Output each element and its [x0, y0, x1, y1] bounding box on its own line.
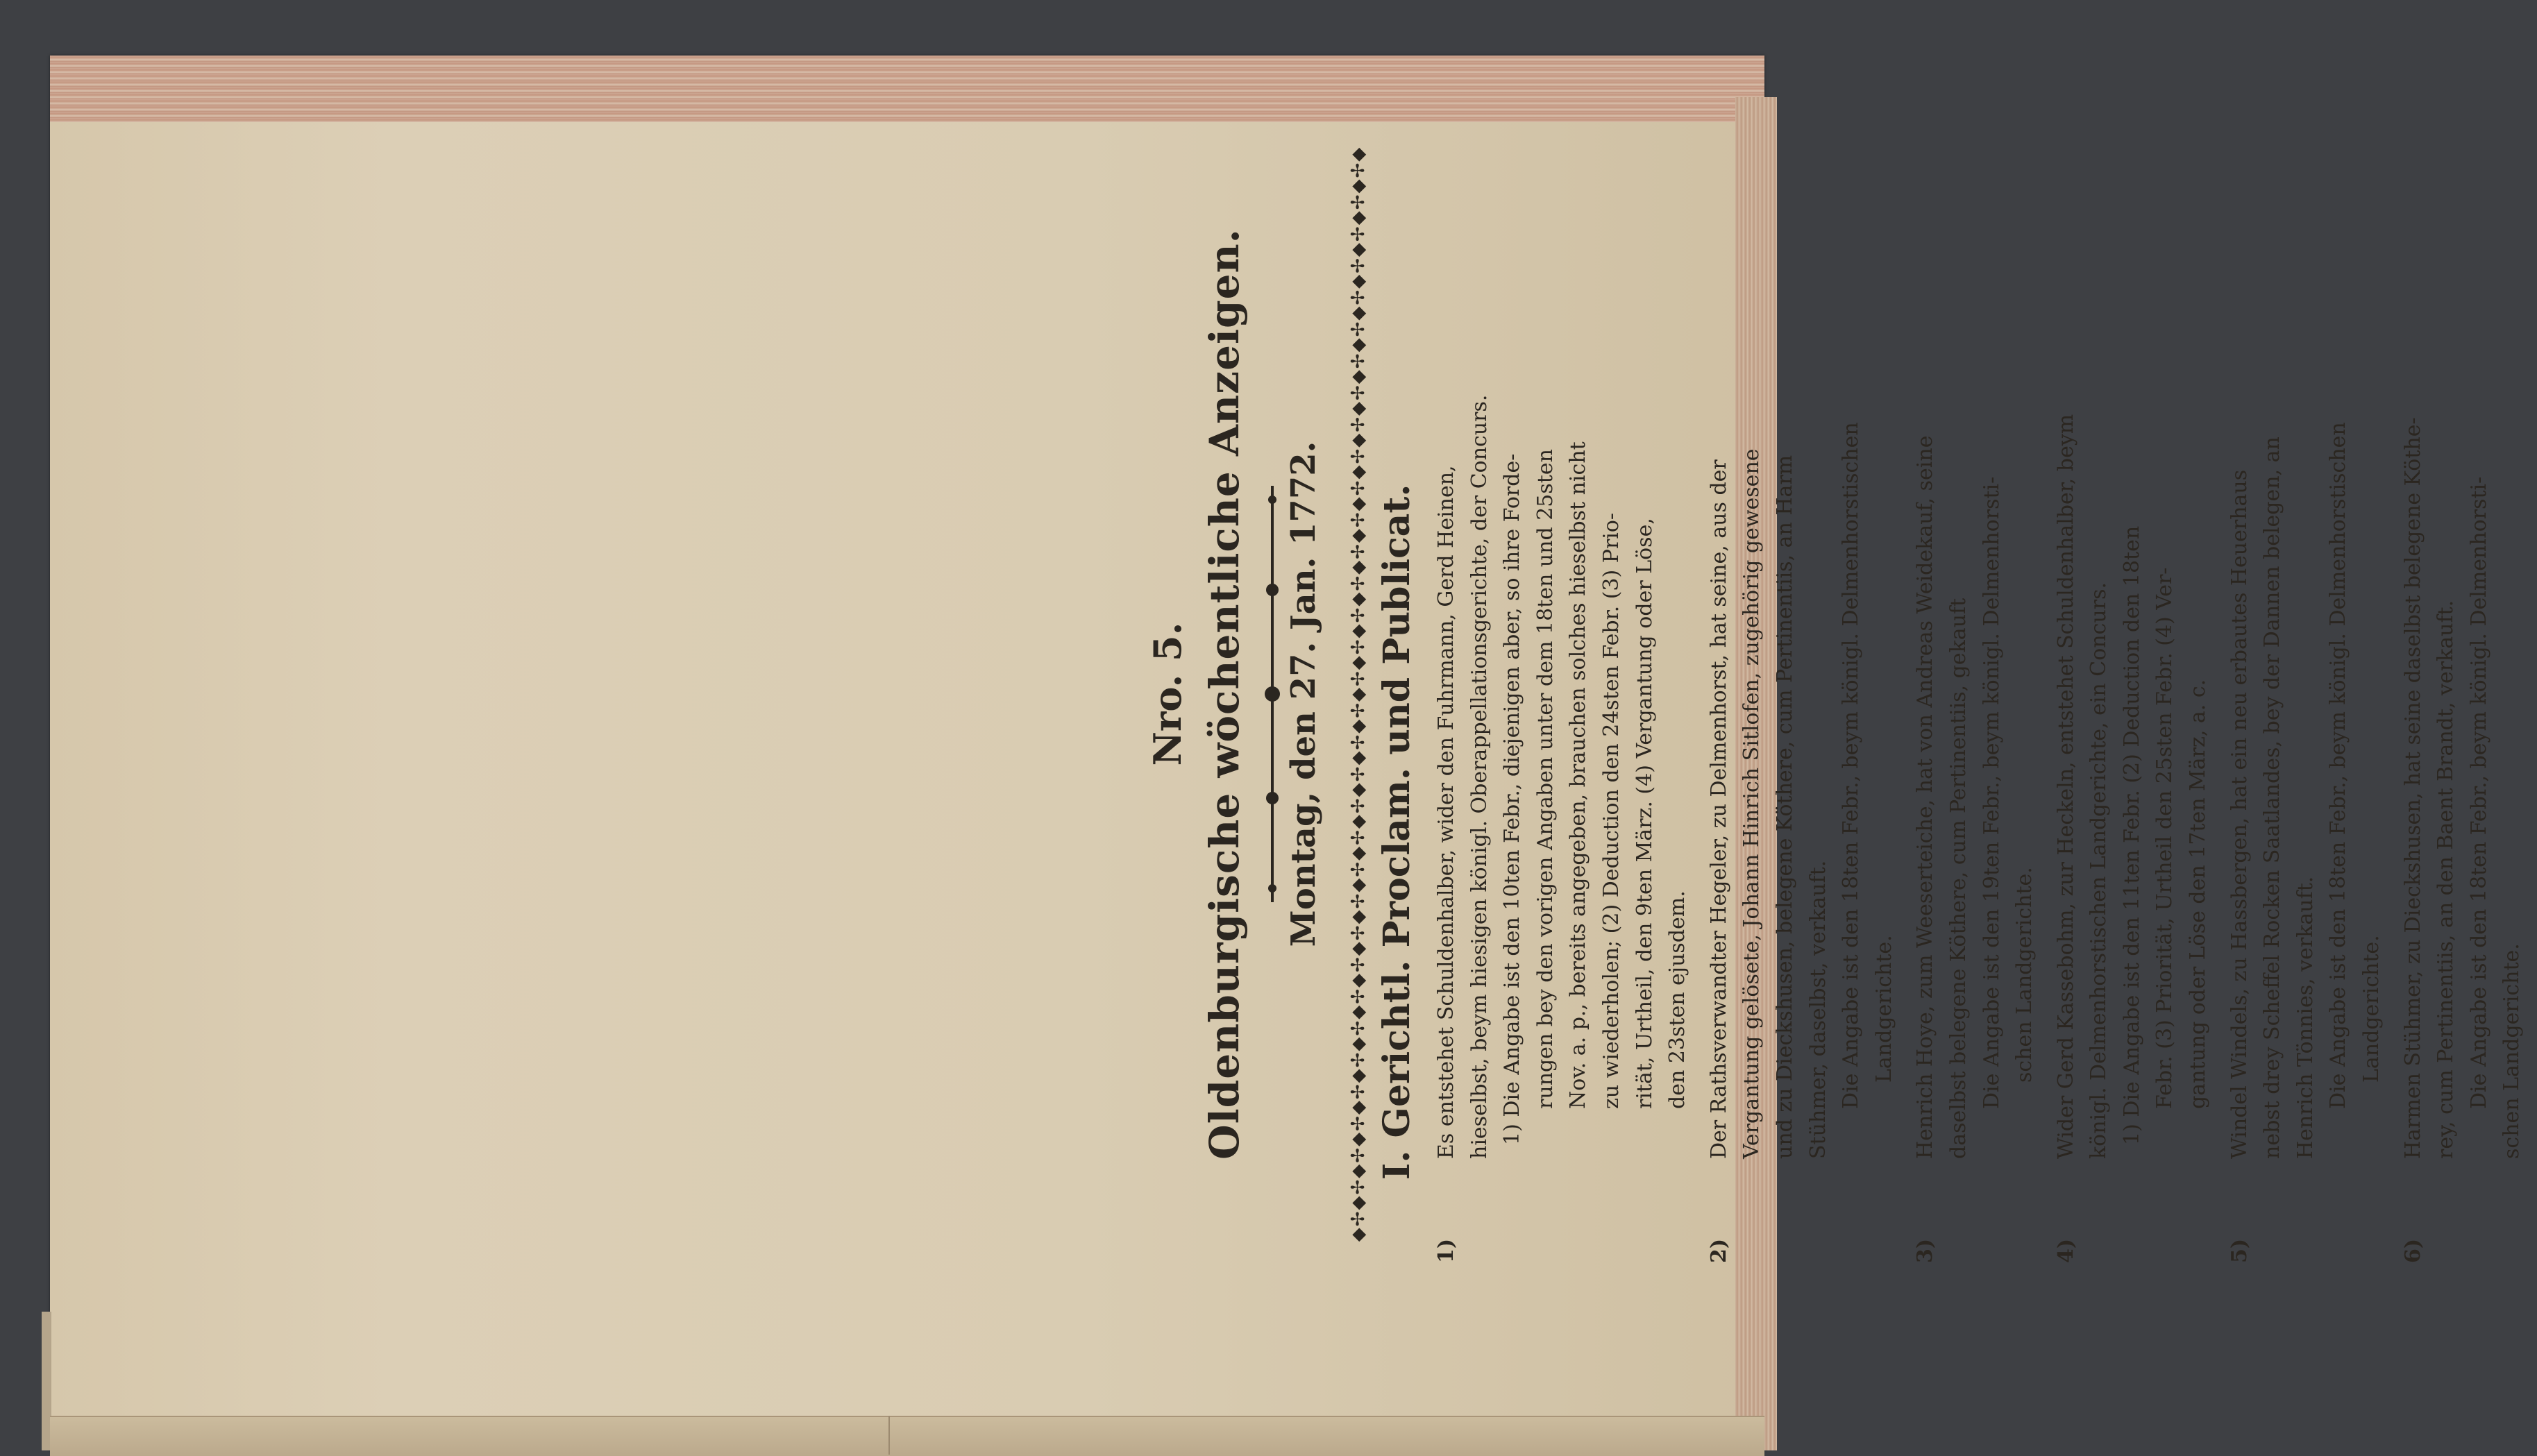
entry-line: Die Angabe ist den 18ten Febr., beym königl. Delmenhorstischen [2326, 422, 2351, 1109]
entries-list [1430, 111, 2537, 1291]
entry-line: Harmen Stühmer, zu Dieckshusen, hat seine daselbst belegene Köthe- [2400, 417, 2425, 1159]
gutter-line [888, 1416, 890, 1455]
entry-number: 6) [2400, 1238, 2425, 1263]
entry-line: schen Landgerichte. [2012, 867, 2037, 1083]
entry-line: Henrich Tönnies, verkauft. [2293, 876, 2318, 1159]
entry-line: Vergantung gelösete, Johann Hinrich Sitlofen, zugehörig gewesene [1739, 448, 1764, 1159]
entry-4 [2050, 111, 2215, 1291]
rotated-text-block [1131, 97, 2525, 1291]
entry-line: Wider Gerd Kassebohm, zur Heckeln, entstehet Schuldenhalber, beym [2053, 414, 2078, 1159]
entry-line: rungen bey den vorigen Angaben unter dem 18ten und 25sten [1533, 449, 1558, 1109]
entry-line: zu wiederholen; (2) Deduction den 24sten Febr. (3) Prio- [1599, 512, 1624, 1109]
entry-1 [1430, 111, 1694, 1291]
entry-number: 3) [1913, 1238, 1938, 1263]
entry-line: rey, cum Pertinentiis, an den Baent Brandt, verkauft. [2434, 600, 2459, 1159]
issue-date: Montag, den 27. Jan. 1772. [1284, 441, 1323, 947]
entry-number: 5) [2227, 1238, 2252, 1263]
entry-line: schen Landgerichte. [2500, 943, 2525, 1159]
entry-line: Die Angabe ist den 19ten Febr., beym königl. Delmenhorsti- [1979, 476, 2004, 1109]
issue-number: Nro. 5. [1145, 622, 1190, 766]
entry-line: Windel Windels, zu Hassbergen, hat ein neu erbautes Heuerhaus [2227, 469, 2252, 1159]
entry-line: Die Angabe ist den 18ten Febr., beym königl. Delmenhorstischen [1839, 422, 1864, 1109]
entry-line: gantung oder Löse den 17ten März, a. c. [2186, 679, 2211, 1109]
ornament-divider [1262, 486, 1283, 902]
entry-line: Landgerichte. [1871, 935, 1896, 1083]
facing-page-edge [50, 1416, 1764, 1456]
entry-line: daselbst belegene Köthere, cum Pertinentiis, gekauft [1946, 598, 1971, 1159]
entry-line: Febr. (3) Priorität, Urtheil den 25sten Febr. (4) Ver- [2152, 567, 2177, 1109]
entry-number: 4) [2053, 1238, 2078, 1263]
entry-line: den 23sten ejusdem. [1665, 890, 1690, 1109]
section-heading: I. Gerichtl. Proclam. und Publicat. [1376, 484, 1418, 1180]
dotted-divider: ◆✢◆✢◆✢◆✢◆✢◆✢◆✢◆✢◆✢◆✢◆✢◆✢◆✢◆✢◆✢◆✢◆✢◆✢◆✢◆✢◆✢◆✢◆✢◆✢◆✢◆✢◆✢◆✢◆✢◆✢◆✢◆✢◆✢◆✢◆ [1348, 146, 1369, 1242]
entry-line: Stühmer, daselbst, verkauft. [1805, 860, 1830, 1159]
entry-line: nebst drey Scheffel Rocken Saatlandes, bey der Dannen belegen, an [2260, 437, 2285, 1159]
entry-line: Henrich Hoye, zum Weeserteiche, hat von Andreas Weidekauf, seine [1913, 435, 1938, 1159]
entry-line: Landgerichte. [2359, 935, 2384, 1083]
entry-number: 2) [1706, 1238, 1731, 1263]
entry-line: und zu Dieckshusen, belegene Köthere, cum Pertinentiis, an Harm [1772, 455, 1797, 1159]
entry-line: rität, Urtheil, den 9ten März. (4) Vergantung oder Löse, [1632, 518, 1657, 1109]
entry-number: 1) [1434, 1238, 1458, 1263]
entry-line: Der Rathsverwandter Hegeler, zu Delmenhorst, hat seine, aus der [1706, 459, 1731, 1159]
entry-2 [1703, 111, 1901, 1291]
entry-line: Nov. a. p., bereits angegeben, brauchen solches hieselbst nicht [1566, 441, 1591, 1109]
entry-3 [1909, 111, 2041, 1291]
entry-line: Die Angabe ist den 18ten Febr., beym königl. Delmenhorsti- [2466, 476, 2491, 1109]
newspaper-title: Oldenburgische wöchentliche Anzeigen. [1201, 228, 1248, 1160]
entry-line: 1) Die Angabe ist den 10ten Febr., diejenigen aber, so ihre Forde- [1500, 453, 1525, 1145]
entry-5 [2223, 111, 2388, 1291]
entry-line: Es entstehet Schuldenhalber, wider den Fuhrmann, Gerd Heinen, [1434, 465, 1458, 1159]
entry-line: 1) Die Angabe ist den 11ten Febr. (2) Deduction den 18ten [2119, 525, 2144, 1145]
entry-line: königl. Delmenhorstischen Landgerichte, ein Concurs. [2087, 582, 2112, 1159]
entry-line: hieselbst, beym hiesigen königl. Oberappellationsgerichte, der Concurs. [1467, 394, 1492, 1159]
entry-6 [2397, 111, 2529, 1291]
